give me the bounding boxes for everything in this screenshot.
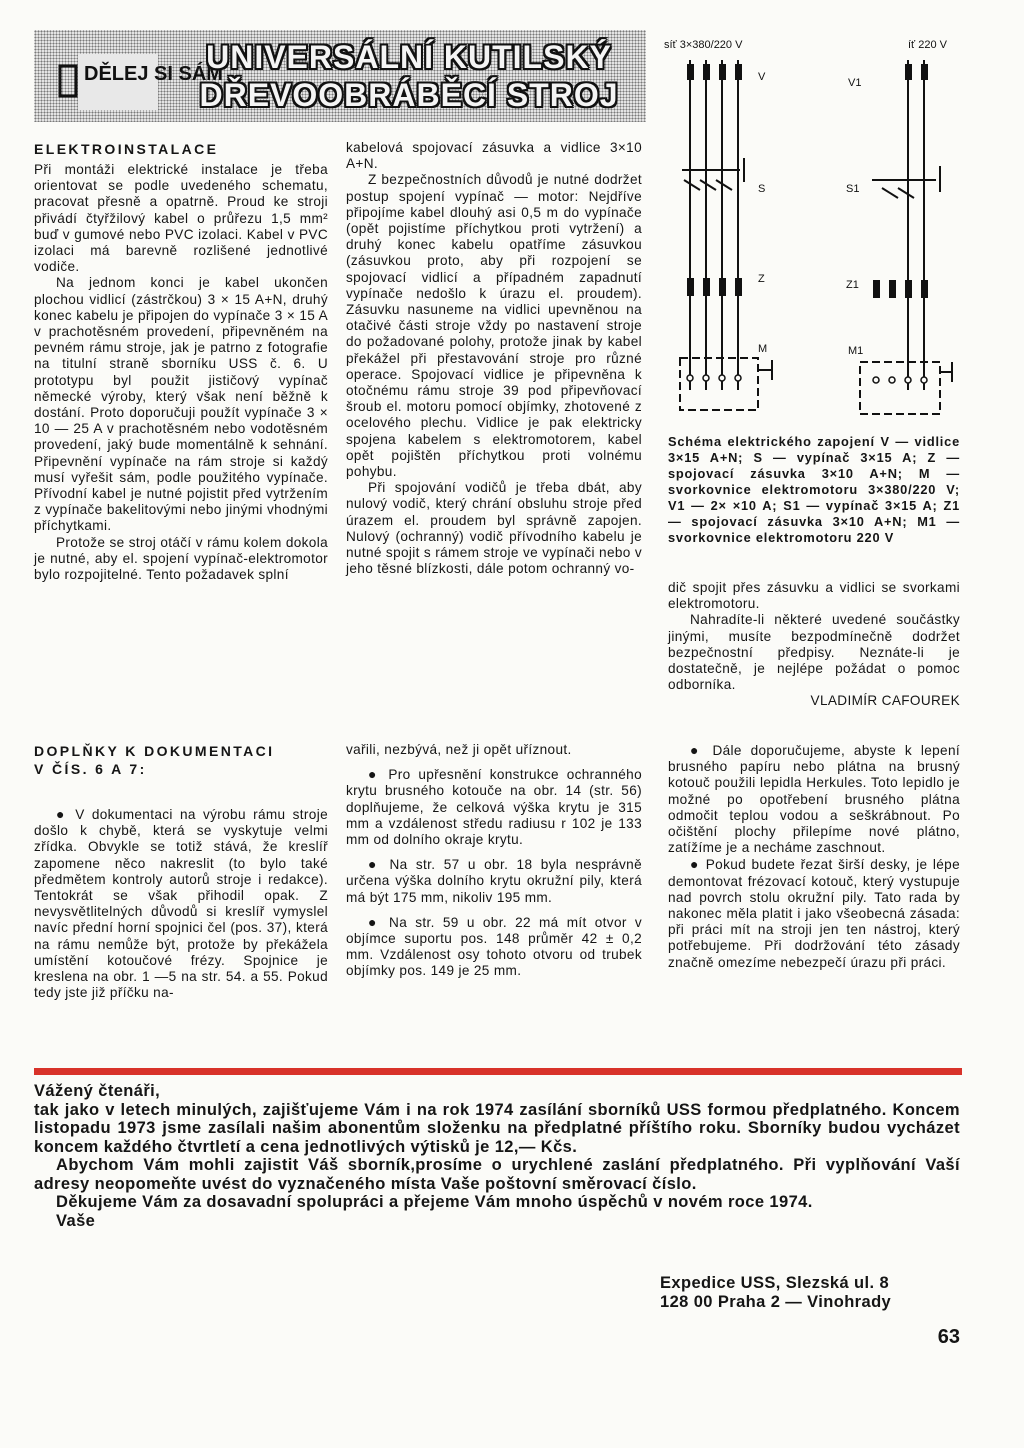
logo-text: DĚLEJ SI SÁM (84, 63, 223, 85)
paragraph: Při montáži elektrické instalace je třeba orientovat se podle uvedeného schematu, pracovat přesně a opatrně. Proud ke stroji přivádí čtyřžilový kabel o průřezu 1,5 mm² buď v gumové nebo PVC izolaci. Kabel v PVC izolaci má barevně rozlišené jednotlivé vodiče. (34, 162, 328, 275)
label-m1: M1 (848, 345, 864, 357)
article-column-2 (346, 140, 642, 577)
paragraph: Při spojování vodičů je třeba dbát, aby nulový vodič, který chrání obsluhu stroje před úrazem el. proudem byl správně zapojen. Nulový (ochranný) vodič přívodního kabelu je nutné spojit s rámem stroje ve vypínači nebo v jeho těsné blízkosti, dále potom ochranný vo- (346, 480, 642, 577)
label-v: V (758, 71, 766, 83)
notice-paragraph: Děkujeme Vám za dosavadní spolupráci a přejeme Vám mnoho úspěchů v novém roce 1974. (56, 1193, 813, 1211)
bullet-icon: ● (56, 806, 76, 822)
addendum-item: ● Pro upřesnění konstrukce ochranného krytu brusného kotouče na obr. 14 (str. 56) doplňujeme, že celková výška krytu je 315 mm a vzdálenost středu radiusu r 102 je 133 mm od dolního okraje krytu. (346, 766, 643, 848)
addendum-item: ● Na str. 57 u obr. 18 byla nesprávně určena výška dolního krytu okružní pily, která má být 175 mm, nikoliv 195 mm. (346, 856, 642, 905)
magazine-logo (60, 52, 223, 112)
addendum-item: ● V dokumentaci na výrobu rámu stroje došlo k chybě, která se vyskytuje velmi zřídka. Obvykle se totiž stává, že kreslíř zapomene něco nakreslit (to bylo také předmětem kontroly autorů stroje i redakce). Tentokrát se však přihodil opak. Z nevysvětlitelných důvodů si kreslíř vymyslel navíc přední horní spojnici čel (pos. 37), která na rámu nemůže být, protože by překážela umístění kotoučové frézy. Spojnice je kreslena na obr. 1 —5 na str. 54. a 55. Pokud tedy jste již příčku na- (34, 806, 328, 1001)
schematic-caption: Schéma elektrického zapojení V — vidlice 3×15 A+N; S — vypínač 3×15 A; Z — spojovací zásuvka 3×10 A+N; M — svorkovnice elektromotoru 3×380/220 V; V1 — 2× ×10 A; S1 — vypínač 3×15 A; Z1 — spojovací zásuvka 3×10 A+N; M1 — svorkovnice elektromotoru 220 V (668, 434, 960, 545)
label-v1: V1 (848, 77, 862, 89)
paragraph: dič spojit přes zásuvku a vidlici se svorkami elektromotoru. (668, 580, 960, 612)
notice-paragraph: tak jako v letech minulých, zajišťujeme Vám i na rok 1974 zasílání sborníků USS formou předplatného. Koncem listopadu 1973 jsme zasílali našim abonentům složenku na předplatné příštího roku. Sborníky budou vycházet koncem každého čtvrtletí a cena jednotlivých výtisků je 12,— Kčs. (34, 1100, 960, 1156)
addenda-heading: DOPLŇKY K DOKUMENTACI V ČÍS. 6 A 7: (34, 743, 275, 777)
paragraph: kabelová spojovací zásuvka a vidlice 3×10 A+N. (346, 140, 642, 172)
notice-greeting: Vážený čtenáři, (34, 1082, 161, 1100)
addendum-item: ● Na str. 59 u obr. 22 má mít otvor v objímce suportu pos. 148 průměr 42 ± 0,2 mm. Vzdálenost osy tohoto otvoru od trubek objímky pos. 149 je 25 mm. (346, 913, 643, 979)
page-number: 63 (937, 1326, 960, 1348)
title-banner (34, 30, 646, 122)
bullet-icon: ● (368, 856, 390, 873)
label-m: M (758, 343, 768, 355)
article-author: VLADIMÍR CAFOUREK (810, 693, 960, 709)
addendum-item: ● Dále doporučujeme, abyste k lepení brusného papíru nebo plátna na brusný kotouč použili lepidla Herkules. Toto lepidlo je možné po opotřebení brusného plátna odmočit teplou vodou a seškrábnout. Po očištění plochy přilepíme nové plátno, zatížíme je a necháme zaschnout. (668, 742, 960, 856)
red-divider (34, 1068, 962, 1075)
label-net-220: íť 220 V (908, 39, 947, 51)
addenda-column-1 (34, 742, 328, 1001)
address-line: Expedice USS, Slezská ul. 8 (660, 1274, 890, 1292)
bullet-icon: ● (368, 766, 389, 783)
article-column-3 (668, 580, 960, 710)
addenda-column-2 (346, 742, 642, 980)
addenda-column-3 (668, 742, 960, 971)
reader-notice (34, 1082, 960, 1230)
paragraph: Protože se stroj otáčí v rámu kolem dokola je nutné, aby el. spojení vypínač-elektromotor bylo rozpojitelné. Tento požadavek splní (34, 534, 328, 583)
paragraph: Nahradíte-li některé uvedené součástky jinými, musíte bezpodmínečně dodržet bezpečnostní předpisy. Neznáte-li je dostatečně, je nejlépe požádat o pomoc odborníka. (668, 612, 960, 693)
section-heading: ELEKTROINSTALACE (34, 141, 219, 157)
article-title (174, 38, 644, 114)
addendum-item: ● Pokud budete řezat širší desky, je lépe demontovat frézovací kotouč, který vystupuje nad povrch stolu okružní pily. Tato rada by nakonec měla platit i jako všeobecná zásada: při práci mít na stroji jen ten nástroj, který potřebujeme. Při dodržování této zásady značně omezíme nebezpečí úrazu při práci. (668, 856, 960, 970)
address-line: 128 00 Praha 2 — Vinohrady (660, 1292, 892, 1311)
label-s: S (758, 183, 766, 195)
paragraph: Na jednom konci je kabel ukončen plochou vidlicí (zástrčkou) 3 × 15 A+N, druhý konec kabelu je připojen do vypínače 3 × 15 A v prachotěsném provedení, připevněném na pevném rámu stroje, jak je patrno z fotografie na titulní straně sborníku USS č. 6. U prototypu byl použit jističový vypínač německé výroby, který však není běžně k dostání. Proto doporučuji použít vypínače 3 × 10 — 25 A v prachotěsném nebo vodotěsném provedení, jaký bude momentálně k sehnání. Připevnění vypínače na rám stroje si každý musí vyřešit sám, podle použitého vypínače. Přívodní kabel je nutné pojistit před vytržením z vypínače bakelitovými nebo jinými vhodnými příchytkami. (34, 275, 328, 534)
addendum-item-cont: vařili, nezbývá, než ji opět uříznout. (346, 742, 572, 757)
label-net-3x380: síť 3×380/220 V (664, 39, 743, 51)
title-line-1: UNIVERSÁLNÍ KUTILSKÝ (206, 39, 612, 75)
bullet-icon: ● (368, 913, 390, 930)
label-s1: S1 (846, 183, 860, 195)
bullet-icon: ● (690, 742, 713, 758)
notice-paragraph: Abychom Vám mohli zajistit Váš sborník,prosíme o urychlené zaslání předplatného. Při vyplňování Vaší adresy neopomeňte uvést do vyznačeného místa Vaše poštovní směrovací číslo. (34, 1156, 960, 1193)
wiring-schematic (660, 30, 960, 430)
label-z1: Z1 (846, 279, 859, 291)
bullet-icon: ● (690, 856, 706, 873)
title-line-2: DŘEVOOBRÁBĚCÍ STROJ (199, 77, 619, 113)
publisher-address (660, 1274, 962, 1311)
article-column-1 (34, 140, 328, 583)
label-z: Z (758, 273, 765, 285)
notice-closing: Vaše (56, 1211, 96, 1230)
paragraph: Z bezpečnostních důvodů je nutné dodržet postup spojení vypínač — motor: Nejdříve připojíme kabel dlouhý asi 0,5 m do vypínače (opět pojistíme příchytkou proti vytržení) a druhý konec kabelu opatříme zásuvkou (zásuvkou proto, aby při rozpojení se spojovací vidlicí a případném zapadnutí vypínače nedošlo k úrazu el. proudem). Zásuvku nasuneme na vidlici upevněnou na otačivé části stroje vždy po nastavení stroje do požadované polohy, protože jinak by kabel překážel při přestavování stroje pro různé operace. Spojovací vidlice je připevněna k otočnému rámu stroje 39 pod připevňovací šroub el. motoru pomocí objímky, zhotovené z ocelového plechu. Vidlice je pak elektricky spojena kabelem s elektromotorem, kabel opět pojištěn příchytkou proti volnému pohybu. (346, 172, 642, 480)
